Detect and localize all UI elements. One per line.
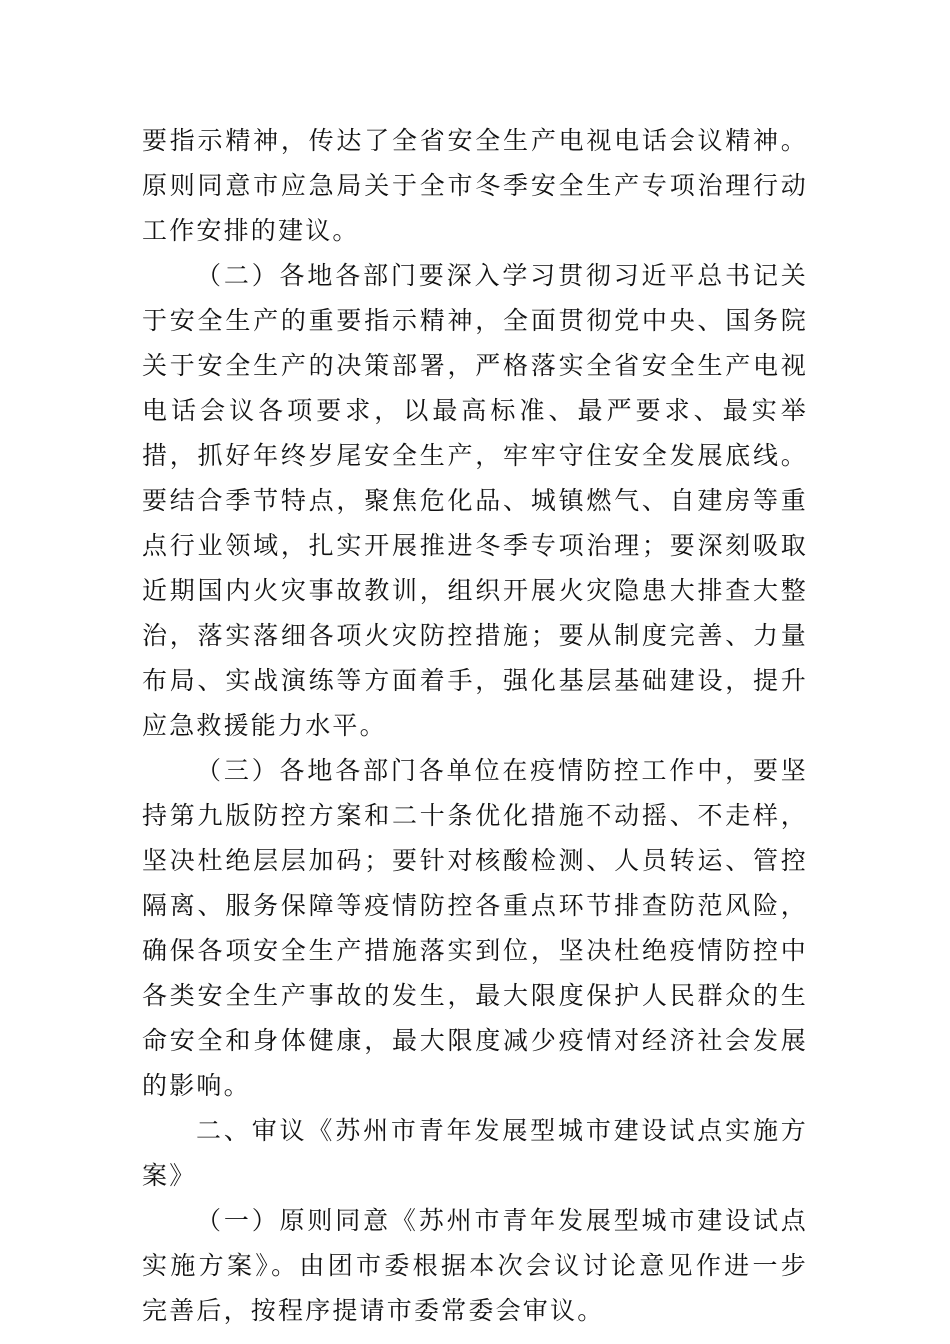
paragraph-continuation: 要指示精神，传达了全省安全生产电视电话会议精神。原则同意市应急局关于全市冬季安全生产专项治理行动工作安排的建议。 [142, 126, 808, 245]
section-heading-2: 二、审议《苏州市青年发展型城市建设试点实施方案》 [142, 1116, 808, 1190]
paragraph-item-3: （三）各地各部门各单位在疫情防控工作中，要坚持第九版防控方案和二十条优化措施不动摇、不走样，坚决杜绝层层加码；要针对核酸检测、人员转运、管控隔离、服务保障等疫情防控各重点环节排查防范风险，确保各项安全生产措施落实到位，坚决杜绝疫情防控中各类安全生产事故的发生，最大限度保护人民群众的生命安全和身体健康，最大限度减少疫情对经济社会发展的影响。 [142, 756, 808, 1100]
paragraph-item-2: （二）各地各部门要深入学习贯彻习近平总书记关于安全生产的重要指示精神，全面贯彻党中央、国务院关于安全生产的决策部署，严格落实全省安全生产电视电话会议各项要求，以最高标准、最严要求、最实举措，抓好年终岁尾安全生产，牢牢守住安全发展底线。要结合季节特点，聚焦危化品、城镇燃气、自建房等重点行业领域，扎实开展推进冬季专项治理；要深刻吸取近期国内火灾事故教训，组织开展火灾隐患大排查大整治，落实落细各项火灾防控措施；要从制度完善、力量布局、实战演练等方面着手，强化基层基础建设，提升应急救援能力水平。 [142, 261, 808, 740]
document-body [142, 118, 808, 1333]
paragraph-section-2-item-1: （一）原则同意《苏州市青年发展型城市建设试点实施方案》。由团市委根据本次会议讨论意见作进一步完善后，按程序提请市委常委会审议。 [142, 1206, 808, 1325]
